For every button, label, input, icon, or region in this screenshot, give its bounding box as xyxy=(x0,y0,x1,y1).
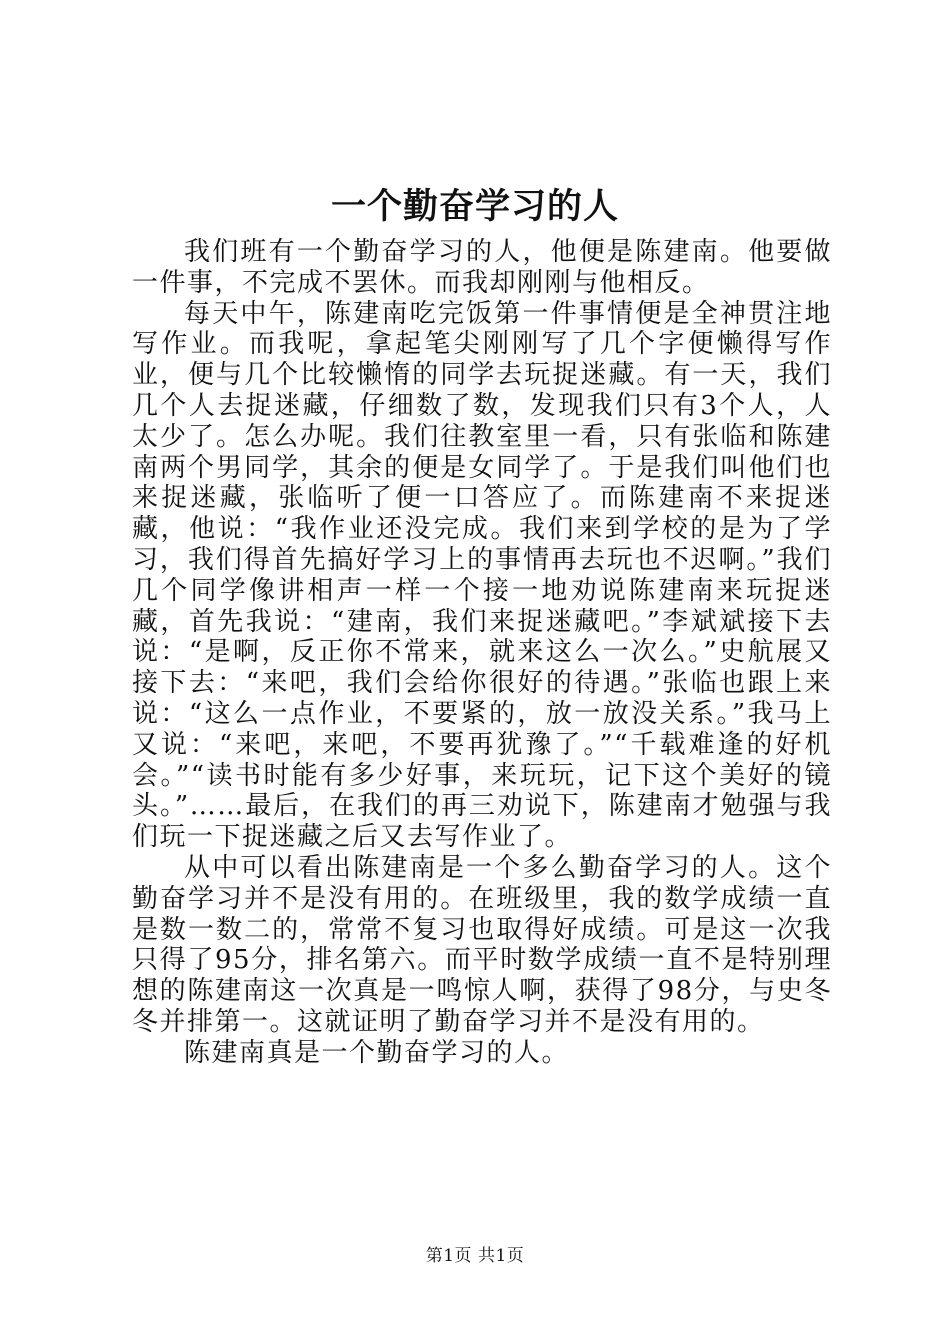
paragraph-story: 每天中午，陈建南吃完饭第一件事情便是全神贯注地写作业。而我呢，拿起笔尖刚刚写了几个字便懒得写作业，便与几个比较懒惰的同学去玩捉迷藏。有一天，我们几个人去捉迷藏，仔细数了数，发现我们只有3个人，人太少了。怎么办呢。我们往教室里一看，只有张临和陈建南两个男同学，其余的便是女同学了。于是我们叫他们也来捉迷藏，张临听了便一口答应了。而陈建南不来捉迷藏，他说：“我作业还没完成。我们来到学校的是为了学习，我们得首先搞好学习上的事情再去玩也不迟啊。”我们几个同学像讲相声一样一个接一地劝说陈建南来玩捉迷藏，首先我说：“建南，我们来捉迷藏吧。”李斌斌接下去说：“是啊，反正你不常来，就来这么一次么。”史航展又接下去：“来吧，我们会给你很好的待遇。”张临也跟上来说：“这么一点作业，不要紧的，放一放没关系。”我马上又说：“来吧，来吧，不要再犹豫了。”“千载难逢的好机会。”“读书时能有多少好事，来玩玩，记下这个美好的镜头。”……最后，在我们的再三劝说下，陈建南才勉强与我们玩一下捉迷藏之后又去写作业了。 xyxy=(132,298,832,853)
paragraph-intro: 我们班有一个勤奋学习的人，他便是陈建南。他要做一件事，不完成不罢休。而我却刚刚与他相反。 xyxy=(132,237,832,298)
document-title: 一个勤奋学习的人 xyxy=(330,186,619,227)
paragraph-result: 从中可以看出陈建南是一个多么勤奋学习的人。这个勤奋学习并不是没有用的。在班级里，我的数学成绩一直是数一数二的，常常不复习也取得好成绩。可是这一次我只得了95分，排名第六。而平时数学成绩一直不是特别理想的陈建南这一次真是一鸣惊人啊，获得了98分，与史冬冬并排第一。这就证明了勤奋学习并不是没有用的。 xyxy=(132,852,832,1037)
paragraph-conclusion: 陈建南真是一个勤奋学习的人。 xyxy=(184,1037,570,1068)
page-footer: 第1页 共1页 xyxy=(425,1246,525,1266)
document-body xyxy=(132,237,832,1069)
